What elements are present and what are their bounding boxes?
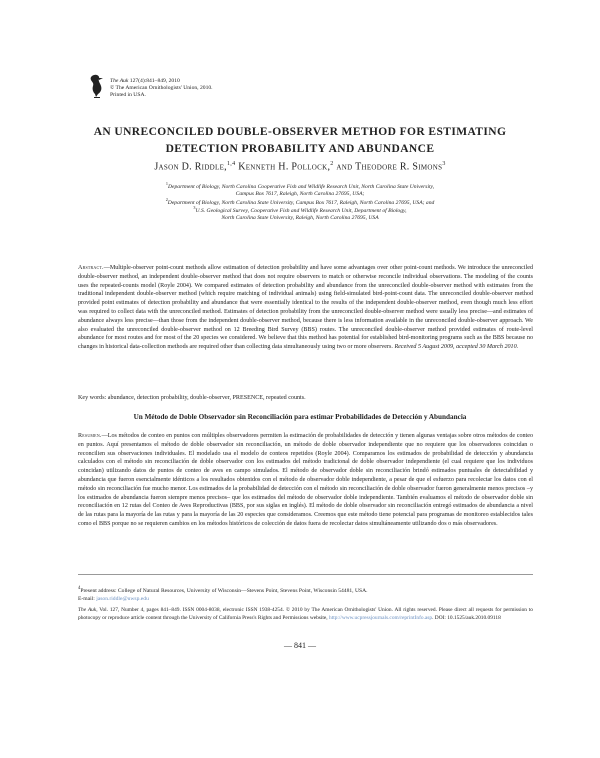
resumen-body: —Los métodos de conteo en puntos con múltiples observadores permiten la estimación de probabilidades de detección y tienen algunas ventajas sobre otros métodos de conteo en puntos. Aquí presentamos el método de doble observador sin reconciliación, un método de doble observador independiente que no requiere que los observadores coincidan o reconcilien sus observaciones individuales. El modelado usa el modelo de conteos repetidos (Royle 2004). Comparamos los estimados de probabilidad de detección y abundancia calculados con el método sin reconciliación de doble observador con los estimados del método tradicional de doble observador independiente (el cual requiere que los individuos coincidan) utilizando datos de puntos de conteo de aves en campo simulados. El método de observador doble sin reconciliación brindó estimados puntuales de detectabilidad y abundancia que fueron esencialmente idénticos a los resultados obtenidos con el método de observador doble independiente, a pesar de que el esfuerzo para recolectar los datos con el método sin reconciliación fue mucho menor. Los estimados de la probabilidad de detección con el método sin reconciliación de doble observador fueron generalmente menos precisos –y los estimados de abundancia fueron siempre menos precisos– que los estimados del método de observador doble independiente. También evaluamos el método de observador doble sin reconciliación en 12 rutas del Conteo de Aves Reproductivas (BBS, por sus siglas en inglés). El método de doble observador sin reconciliación entregó estimados de abundancia a nivel de las rutas para la mayoría de las rutas y para la mayoría de las 20 especies que consideramos. Creemos que este método tiene potencial para programas de monitoreo establecidos tales como el BBS porque no se requieren cambios en los métodos históricos de colección de datos fuera de recolectar datos simultáneamente utilizando dos o más observadores. xyxy=(78,433,533,527)
abstract-body: —Multiple-observer point-count methods allow estimation of detection probability and have some advantages over other point-count methods. We introduce the unreconciled double-observer method, an independent double-observer method that does not require observers to match or otherwise reconcile individual observations. The modeling of the counts uses the repeated-counts model (Royle 2004). We compared estimates of detection probability and abundance from the unreconciled double-observer method with estimates from the traditional independent double-observer method (which require matching of individual animals) using field-simulated bird-point-count data. The unreconciled double-observer method provided point estimates of detection probability and abundance that were essentially identical to the results of the independent double-observer method, even though much less effort was required to collect data with the unreconciled method. Estimates of detection probability from the unreconciled double-observer method were usually less precise—and estimates of abundance always less precise—than those from the independent double-observer method, because there is less information available in the unreconciled double-observer approach. We also evaluated the unreconciled double-observer method on 12 Breeding Bird Survey (BBS) routes. The unreconciled double-observer method provided estimates of route-level abundance for most routes and for most of the 20 species we considered. We believe that this method has potential for established bird-monitoring programs such as the BBS because no changes in historical data-collection methods are required other than collecting data simultaneously using two or more observers. xyxy=(78,265,533,351)
footnote-divider xyxy=(78,574,533,575)
keywords: Key words: abundance, detection probability, double-observer, PRESENCE, repeated counts. xyxy=(78,395,306,401)
spanish-title: Un Método de Doble Observador sin Reconciliación para estimar Probabilidades de Detección y Abundancia xyxy=(133,413,467,421)
author-list xyxy=(60,161,540,172)
affiliation-3-num: 3 xyxy=(193,205,196,210)
article-title-line1: AN UNRECONCILED DOUBLE-OBSERVER METHOD FOR ESTIMATING xyxy=(93,126,507,138)
citation-text: , Vol. 127, Number 4, pages 841–849. ISSN 0004-8038, electronic ISSN 1938-4254. © 2010 by The American Ornithologists' Union. All rights reserved. Please direct all requests for permission to photocopy or reproduce article content through the University of California Press's Rights and Permissions website, xyxy=(78,607,533,622)
masthead-volume: 127(4):841–849, 2010 xyxy=(128,78,180,84)
permissions-link[interactable]: http://www.ucpressjournals.com/reprintInfo.asp xyxy=(329,615,433,622)
author-pollock-sup: 2 xyxy=(330,161,334,167)
affiliation-3 xyxy=(110,204,490,223)
resumen-paragraph xyxy=(78,432,533,529)
abstract-paragraph xyxy=(78,264,533,352)
masthead-printed: Printed in USA. xyxy=(110,92,146,99)
author-pollock: Kenneth H. Pollock, xyxy=(235,161,331,173)
auk-logo-icon xyxy=(88,73,106,99)
citation-block xyxy=(78,606,533,622)
footnote xyxy=(78,585,533,603)
affiliation-2-num: 2 xyxy=(165,197,168,202)
affiliation-2-line1: Department of Biology, North Carolina State University, Campus Box 7617, Raleigh, North Carolina 27695, USA; and xyxy=(167,199,435,206)
affiliation-1-line2: Campus Box 7617, Raleigh, North Carolina 27695, USA; xyxy=(235,191,365,198)
citation-journal: The Auk xyxy=(78,607,97,613)
page-number: — 841 — xyxy=(284,641,316,650)
resumen-label: Resumen. xyxy=(78,433,102,439)
masthead-copyright: © The American Ornithologists' Union, 2010. xyxy=(110,85,213,92)
footnote-num: 4 xyxy=(78,586,81,591)
author-simons-sup: 3 xyxy=(442,161,446,167)
author-riddle-sup: 1,4 xyxy=(226,161,236,167)
affiliation-3-line2: North Carolina State University, Raleigh, North Carolina 27695, USA xyxy=(221,215,379,222)
affiliation-1-num: 1 xyxy=(165,181,168,186)
abstract-label: Abstract. xyxy=(78,265,104,271)
journal-masthead xyxy=(110,78,213,100)
received-dates: Received 5 August 2009, accepted 30 March 2010. xyxy=(394,344,519,351)
author-simons: and Theodore R. Simons xyxy=(333,161,443,173)
citation-doi: . DOI: 10.1525/auk.2010.09118 xyxy=(432,615,501,622)
affiliation-3-line1: U.S. Geological Survey, Cooperative Fish and Wildlife Research Unit, Department of Biology, xyxy=(195,207,407,214)
footnote-text: Present address: College of Natural Resources, University of Wisconsin—Stevens Point, Stevens Point, Wisconsin 54481, USA. xyxy=(80,587,368,594)
footnote-email-label: E-mail: xyxy=(78,595,97,602)
article-title-line2: DETECTION PROBABILITY AND ABUNDANCE xyxy=(165,143,435,155)
affiliation-1-line1: Department of Biology, North Carolina Cooperative Fish and Wildlife Research Unit, North Carolina State University, xyxy=(167,183,435,190)
footnote-email-link[interactable]: jason.riddle@uwsp.edu xyxy=(96,595,149,602)
author-riddle: Jason D. Riddle, xyxy=(154,161,227,173)
masthead-journal: The Auk xyxy=(110,78,129,84)
